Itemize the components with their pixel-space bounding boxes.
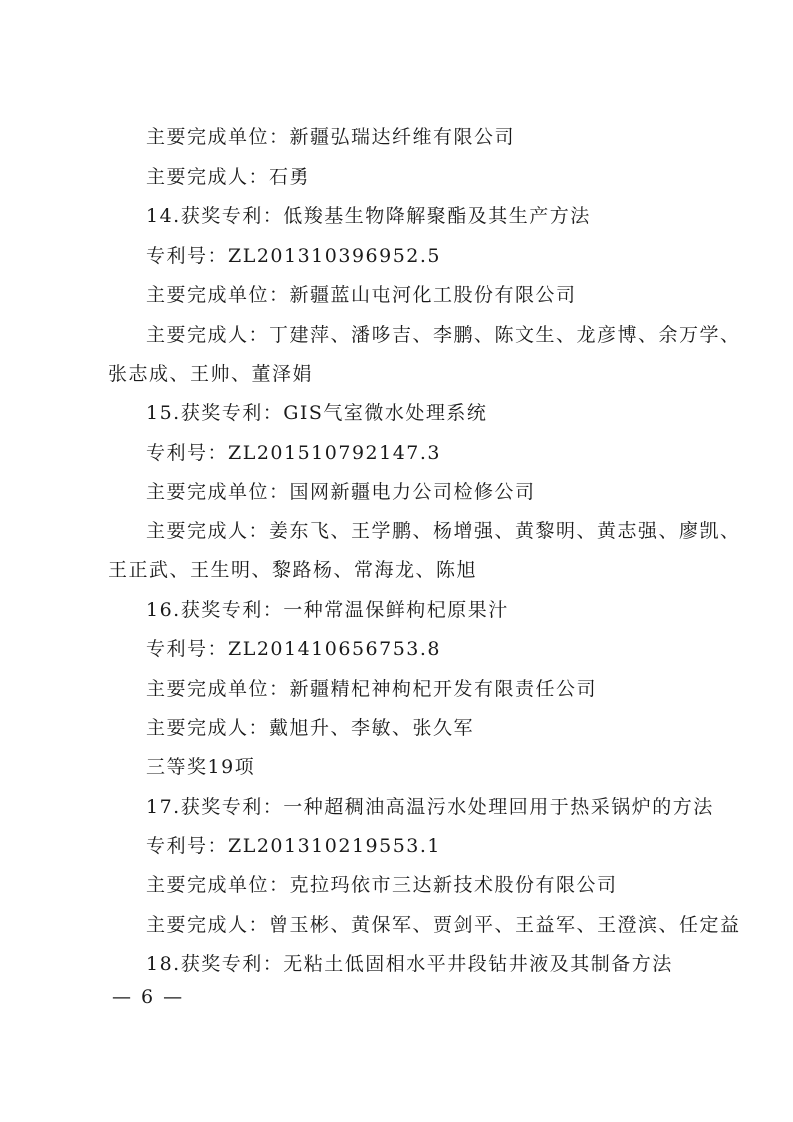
text-line: 专利号：ZL201410656753.8 [146,638,442,660]
text-line: 专利号：ZL201510792147.3 [146,442,442,464]
text-line: 主要完成人：曾玉彬、黄保军、贾剑平、王益军、王澄滨、任定益 [146,914,741,936]
text-line: 主要完成单位：新疆精杞神枸杞开发有限责任公司 [146,678,598,700]
text-line: 主要完成单位：国网新疆电力公司检修公司 [146,481,536,503]
text-line: 主要完成人：姜东飞、王学鹏、杨增强、黄黎明、黄志强、廖凯、 [146,520,741,542]
text-line: 18.获奖专利：无粘土低固相水平井段钻井液及其制备方法 [146,953,673,975]
text-line: 14.获奖专利：低羧基生物降解聚酯及其生产方法 [146,205,591,227]
page-number: — 6 — [112,986,185,1008]
text-line: 主要完成人：石勇 [146,166,311,188]
text-line: 主要完成单位：新疆蓝山屯河化工股份有限公司 [146,284,577,306]
text-line: 主要完成单位：克拉玛依市三达新技术股份有限公司 [146,874,618,896]
text-line: 张志成、王帅、董泽娟 [108,363,314,385]
section-heading: 三等奖19项 [146,756,256,778]
text-line: 15.获奖专利：GIS气室微水处理系统 [146,402,488,424]
text-line: 主要完成人：丁建萍、潘哆吉、李鹏、陈文生、龙彦博、余万学、 [146,324,741,346]
text-line: 16.获奖专利：一种常温保鲜枸杞原果汁 [146,599,509,621]
text-line: 专利号：ZL201310396952.5 [146,245,442,267]
text-line: 王正武、王生明、黎路杨、常海龙、陈旭 [108,559,478,581]
text-line: 主要完成单位：新疆弘瑞达纤维有限公司 [146,126,516,148]
text-line: 17.获奖专利：一种超稠油高温污水处理回用于热采锅炉的方法 [146,796,714,818]
text-line: 主要完成人：戴旭升、李敏、张久军 [146,717,475,739]
text-line: 专利号：ZL201310219553.1 [146,835,442,857]
